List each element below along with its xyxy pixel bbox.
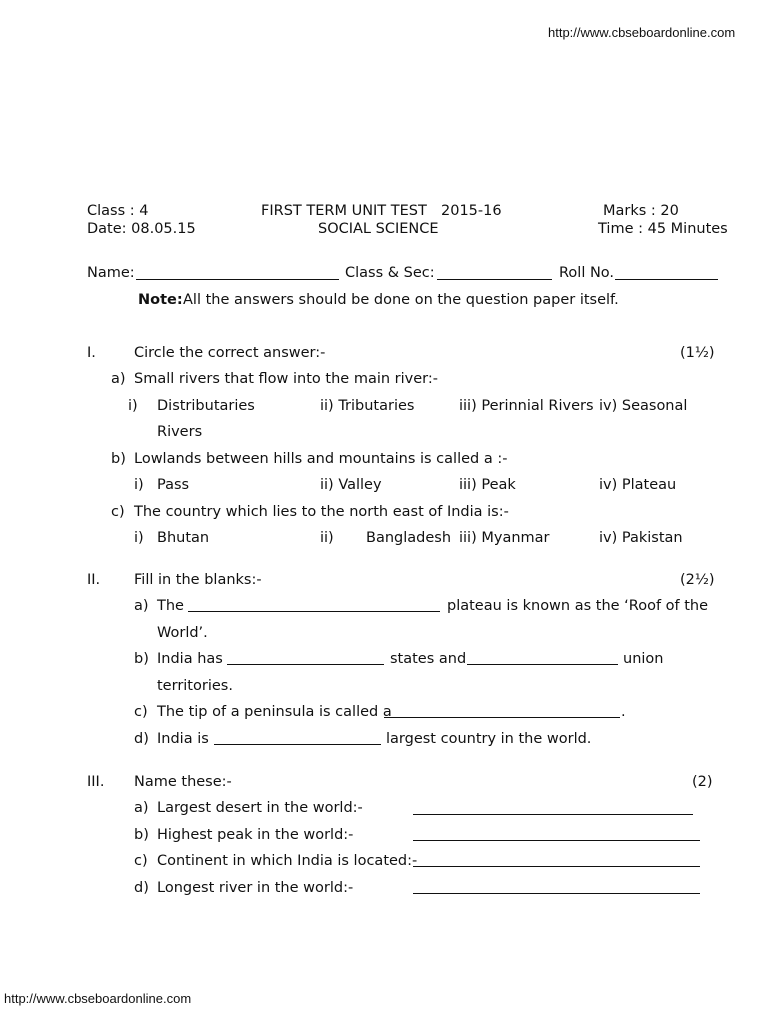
question-1-title: Circle the correct answer:-: [134, 345, 326, 361]
question-3-number: III.: [87, 774, 105, 790]
name-label: Name:: [87, 265, 135, 281]
q1a-option-1-marker: i): [128, 398, 138, 414]
q3d-text: Longest river in the world:-: [157, 880, 354, 896]
q1a-letter: a): [111, 371, 126, 387]
q3a-letter: a): [134, 800, 149, 816]
test-year: 2015-16: [441, 203, 502, 219]
q3b-answer-line[interactable]: [413, 840, 700, 841]
q2a-blank[interactable]: [188, 611, 440, 612]
question-3-marks: (2): [692, 774, 713, 790]
q3c-answer-line[interactable]: [413, 866, 700, 867]
q2a-cont: World’.: [157, 625, 208, 641]
q2d-post: largest country in the world.: [386, 731, 592, 747]
note-label: Note:: [138, 292, 183, 308]
class-label: Class : 4: [87, 203, 149, 219]
q1a-text: Small rivers that flow into the main river:-: [134, 371, 438, 387]
bottom-source-url: http://www.cbseboardonline.com: [4, 991, 192, 1006]
q2c-pre: The tip of a peninsula is called a: [157, 704, 392, 720]
q1b-option-1: Pass: [157, 477, 190, 493]
q2b-pre: India has: [157, 651, 223, 667]
roll-no-label: Roll No.: [559, 265, 615, 281]
q3d-answer-line[interactable]: [413, 893, 700, 894]
q3a-answer-line[interactable]: [413, 814, 693, 815]
q1c-option-1-marker: i): [134, 530, 144, 546]
q2d-pre: India is: [157, 731, 209, 747]
q1b-option-3: iii) Peak: [459, 477, 516, 493]
q1a-option-2: ii) Tributaries: [320, 398, 415, 414]
q1a-option-3: iii) Perinnial Rivers: [459, 398, 594, 414]
top-source-url: http://www.cbseboardonline.com: [548, 25, 736, 40]
question-2-title: Fill in the blanks:-: [134, 572, 262, 588]
class-sec-field[interactable]: [437, 279, 552, 280]
q2c-post: .: [621, 704, 626, 720]
q3b-letter: b): [134, 827, 149, 843]
q2b-letter: b): [134, 651, 149, 667]
q3c-text: Continent in which India is located:-: [157, 853, 418, 869]
q1b-option-1-marker: i): [134, 477, 144, 493]
q1c-letter: c): [111, 504, 125, 520]
q2d-letter: d): [134, 731, 149, 747]
q1a-option-1: Distributaries: [157, 398, 255, 414]
q1b-option-2: ii) Valley: [320, 477, 382, 493]
time-label: Time : 45 Minutes: [598, 221, 728, 237]
q1c-option-1: Bhutan: [157, 530, 210, 546]
question-1-number: I.: [87, 345, 96, 361]
q3b-text: Highest peak in the world:-: [157, 827, 354, 843]
q1b-text: Lowlands between hills and mountains is called a :-: [134, 451, 508, 467]
date-label: Date: 08.05.15: [87, 221, 196, 237]
q2b-mid: states and: [390, 651, 467, 667]
q2b-post: union: [623, 651, 664, 667]
q1c-option-2: Bangladesh: [366, 530, 452, 546]
q1b-option-4: iv) Plateau: [599, 477, 677, 493]
test-title: FIRST TERM UNIT TEST: [261, 203, 427, 219]
q3c-letter: c): [134, 853, 148, 869]
q2a-post: plateau is known as the ‘Roof of the: [447, 598, 709, 614]
q1c-option-2-marker: ii): [320, 530, 334, 546]
q2d-blank[interactable]: [214, 744, 381, 745]
q2c-letter: c): [134, 704, 148, 720]
q1a-option-1-cont: Rivers: [157, 424, 203, 440]
q3d-letter: d): [134, 880, 149, 896]
q1b-letter: b): [111, 451, 126, 467]
q1c-text: The country which lies to the north east of India is:-: [134, 504, 509, 520]
question-2-number: II.: [87, 572, 101, 588]
class-sec-label: Class & Sec:: [345, 265, 435, 281]
roll-no-field[interactable]: [615, 279, 718, 280]
marks-label: Marks : 20: [603, 203, 679, 219]
q2a-pre: The: [157, 598, 184, 614]
q1a-option-4: iv) Seasonal: [599, 398, 688, 414]
q2c-blank[interactable]: [384, 717, 620, 718]
note-text: All the answers should be done on the question paper itself.: [183, 292, 619, 308]
q2b-cont: territories.: [157, 678, 233, 694]
question-1-marks: (1½): [680, 345, 715, 361]
name-field[interactable]: [136, 279, 339, 280]
q1c-option-3: iii) Myanmar: [459, 530, 550, 546]
q2b-blank-1[interactable]: [227, 664, 384, 665]
q3a-text: Largest desert in the world:-: [157, 800, 363, 816]
q2a-letter: a): [134, 598, 149, 614]
q1c-option-4: iv) Pakistan: [599, 530, 683, 546]
subject-label: SOCIAL SCIENCE: [318, 221, 439, 237]
question-3-title: Name these:-: [134, 774, 232, 790]
question-2-marks: (2½): [680, 572, 715, 588]
q2b-blank-2[interactable]: [467, 664, 618, 665]
